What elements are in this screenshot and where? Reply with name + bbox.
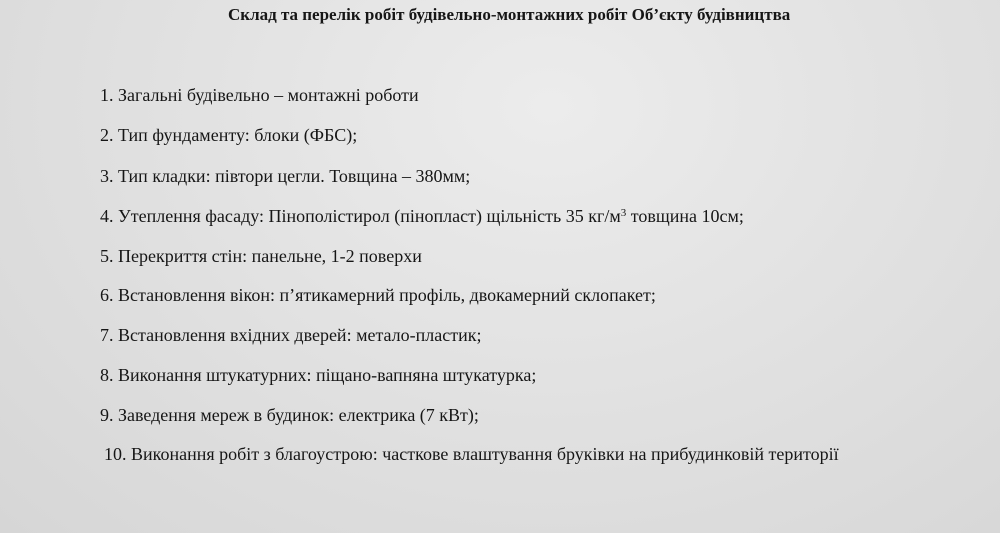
list-item-4-text-end: товщина 10см;	[626, 206, 744, 226]
list-item-3: 3. Тип кладки: півтори цегли. Товщина – 380мм;	[100, 166, 471, 186]
document-title: Склад та перелік робіт будівельно-монтажних робіт Об’єкту будівництва	[228, 5, 791, 24]
list-item-4-text: 4. Утеплення фасаду: Пінополістирол (пінопласт) щільність 35 кг/м	[100, 206, 621, 226]
list-item-4	[100, 206, 744, 226]
list-item-9: 9. Заведення мереж в будинок: електрика (7 кВт);	[100, 405, 479, 425]
superscript-exponent: 3	[620, 207, 627, 219]
list-item-7: 7. Встановлення вхідних дверей: метало-пластик;	[100, 325, 482, 345]
list-item-1: 1. Загальні будівельно – монтажні роботи	[100, 85, 419, 105]
list-item-2: 2. Тип фундаменту: блоки (ФБС);	[100, 125, 358, 145]
list-item-8: 8. Виконання штукатурних: піщано-вапняна штукатурка;	[100, 365, 537, 385]
list-item-6: 6. Встановлення вікон: п’ятикамерний профіль, двокамерний склопакет;	[100, 285, 656, 305]
list-item-10: 10. Виконання робіт з благоустрою: часткове влаштування бруківки на прибудинковій території	[104, 444, 839, 464]
list-item-5: 5. Перекриття стін: панельне, 1-2 поверхи	[100, 246, 422, 266]
